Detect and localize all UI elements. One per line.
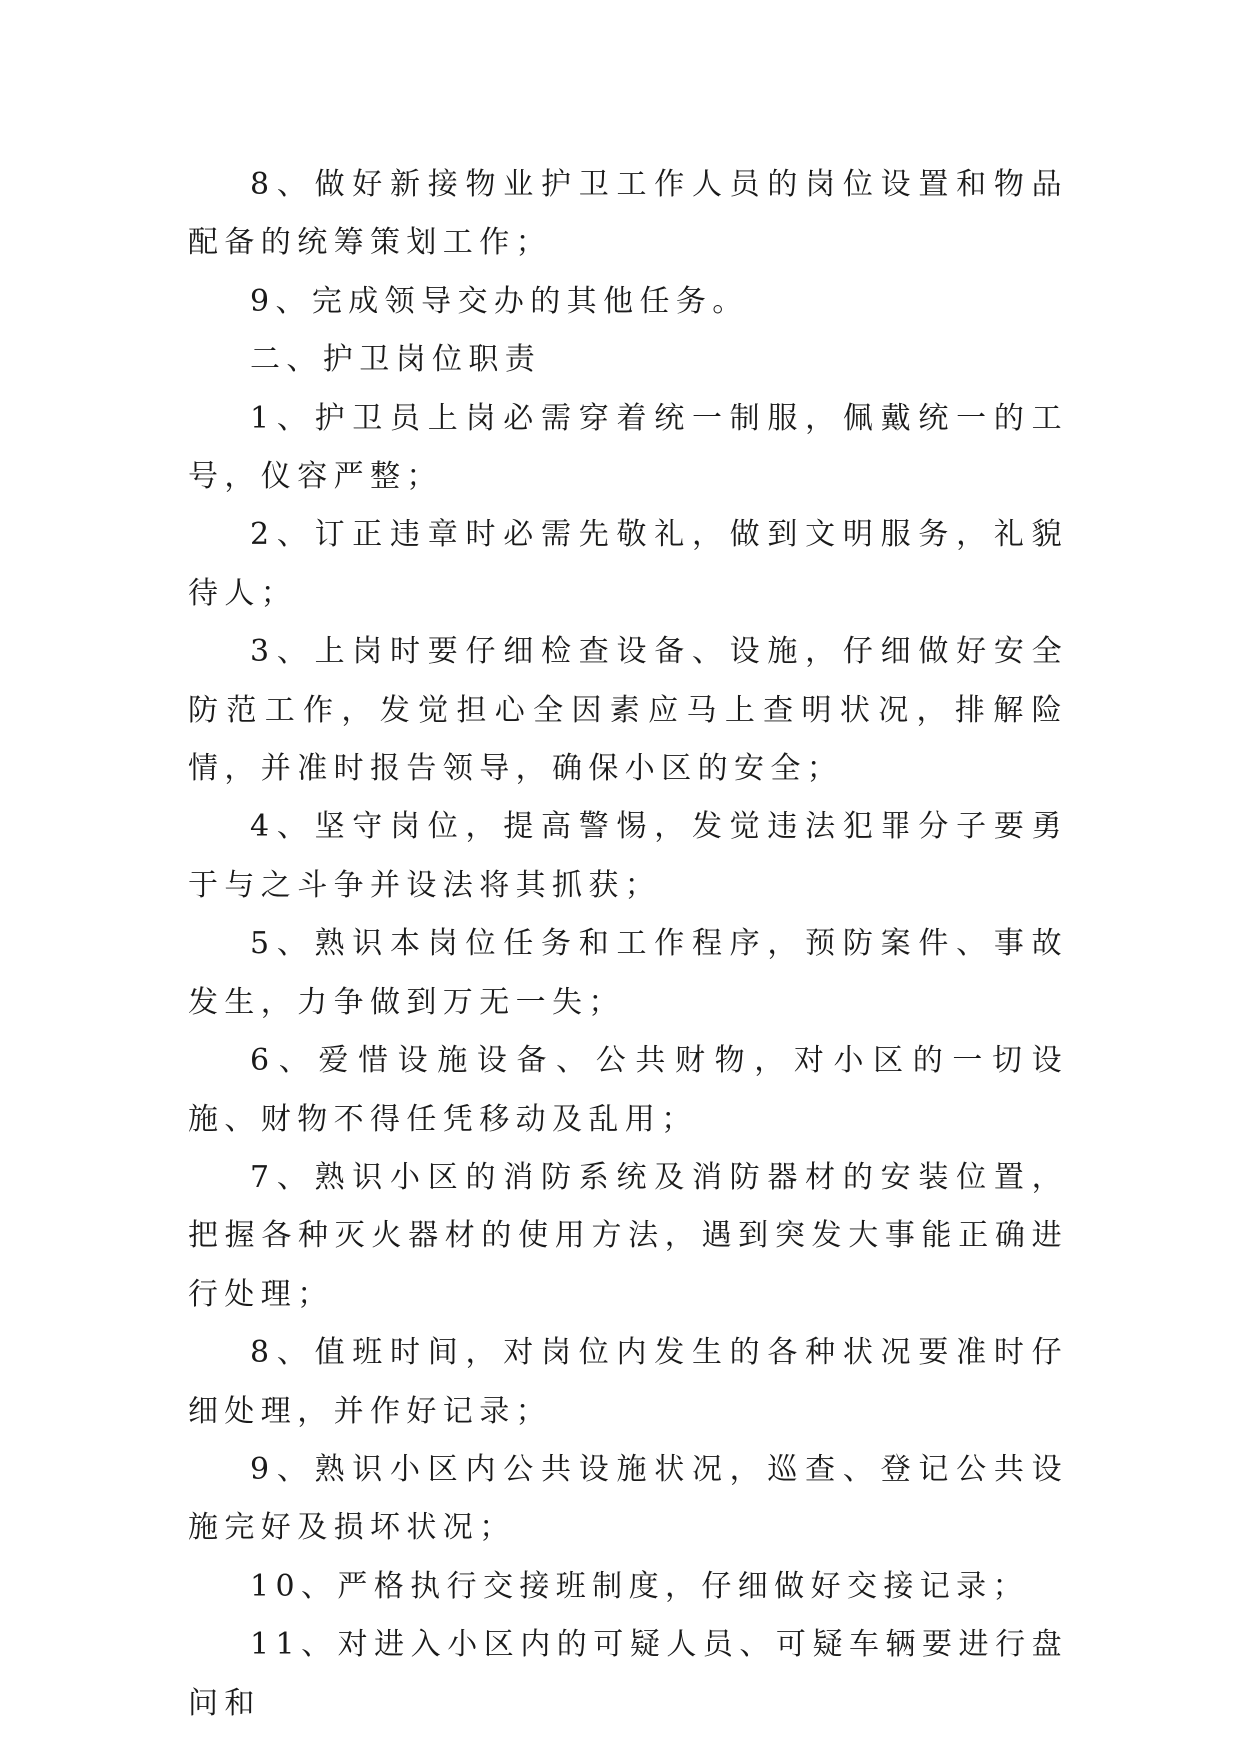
paragraph-duty-2: 2、订正违章时必需先敬礼，做到文明服务，礼貌待人； — [188, 517, 1068, 611]
paragraph-duty-10: 10、严格执行交接班制度，仔细做好交接记录； — [250, 1568, 1029, 1604]
paragraph-duty-8: 8、值班时间，对岗位内发生的各种状况要准时仔细处理，并作好记录； — [188, 1335, 1068, 1429]
paragraph-duty-6: 6、爱惜设施设备、公共财物，对小区的一切设施、财物不得任凭移动及乱用； — [188, 1043, 1068, 1137]
paragraph-duty-7: 7、熟识小区的消防系统及消防器材的安装位置，把握各种灭火器材的使用方法，遇到突发大事能正确进行处理； — [188, 1159, 1068, 1312]
paragraph-duty-11: 11、对进入小区内的可疑人员、可疑车辆要进行盘问和 — [188, 1627, 1068, 1721]
paragraph-duty-5: 5、熟识本岗位任务和工作程序，预防案件、事故发生，力争做到万无一失； — [188, 926, 1068, 1020]
paragraph-item-9-other-tasks: 9、完成领导交办的其他任务。 — [250, 283, 749, 319]
document-body — [188, 156, 1068, 1733]
paragraph-item-8-planning: 8、做好新接物业护卫工作人员的岗位设置和物品配备的统筹策划工作； — [188, 167, 1068, 261]
paragraph-duty-9: 9、熟识小区内公共设施状况，巡查、登记公共设施完好及损坏状况； — [188, 1451, 1068, 1546]
section-heading-guard-duties: 二、护卫岗位职责 — [250, 342, 542, 378]
paragraph-duty-4: 4、坚守岗位，提高警惕，发觉违法犯罪分子要勇于与之斗争并设法将其抓获； — [188, 809, 1068, 903]
paragraph-duty-3: 3、上岗时要仔细检查设备、设施，仔细做好安全防范工作，发觉担心全因素应马上查明状况，排解险情，并准时报告领导，确保小区的安全； — [188, 634, 1068, 787]
paragraph-duty-1: 1、护卫员上岗必需穿着统一制服，佩戴统一的工号，仪容严整； — [188, 400, 1068, 495]
